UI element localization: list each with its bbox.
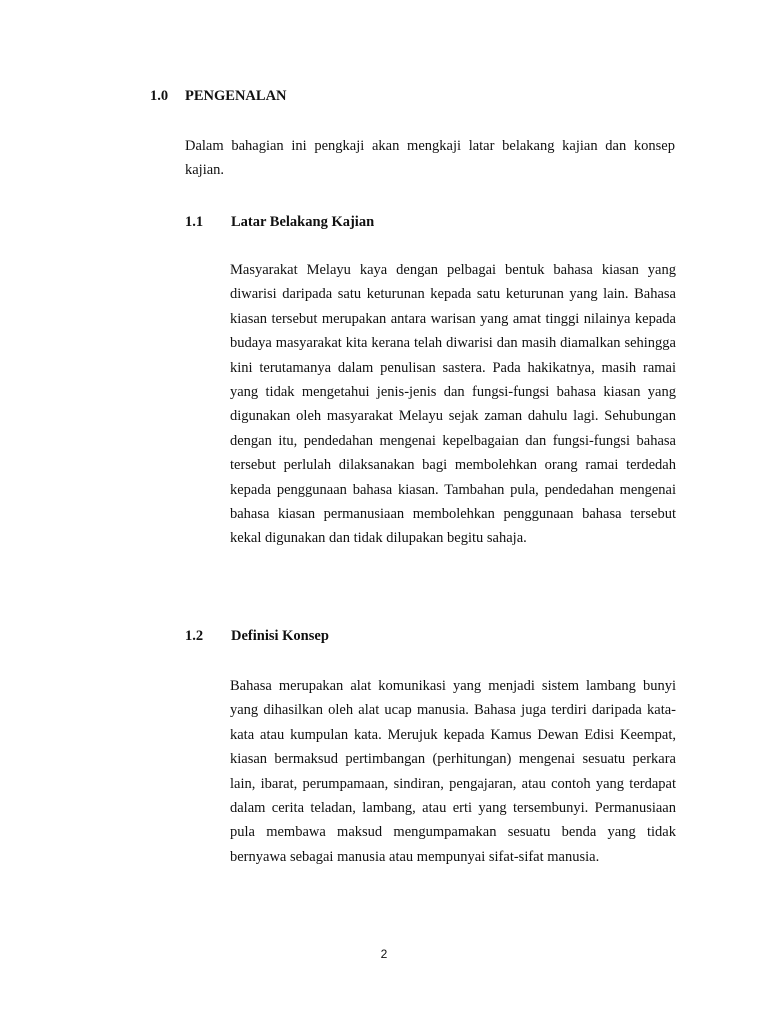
section-title: PENGENALAN bbox=[185, 88, 287, 104]
section-heading bbox=[150, 86, 287, 106]
definisi-konsep-paragraph: Bahasa merupakan alat komunikasi yang menjadi sistem lambang bunyi yang dihasilkan oleh alat ucap manusia. Bahasa juga terdiri daripada kata-kata atau kumpulan kata. Merujuk kepada Kamus Dewan Edisi Keempat, kiasan bermaksud pertimbangan (perhitungan) mengenai sesuatu perkara lain, ibarat, perumpamaan, sindiran, pengajaran, atau contoh yang terdapat dalam cerita teladan, lambang, atau erti yang tersembunyi. Permanusiaan pula membawa maksud mengumpamakan sesuatu benda yang tidak bernyawa sebagai manusia atau mempunyai sifat-sifat manusia. bbox=[230, 678, 676, 865]
subsection-heading-definisi bbox=[185, 626, 329, 646]
intro-paragraph: Dalam bahagian ini pengkaji akan mengkaji latar belakang kajian dan konsep kajian. bbox=[185, 138, 675, 179]
subsection-title: Definisi Konsep bbox=[231, 628, 329, 644]
subsection-number: 1.2 bbox=[185, 628, 204, 644]
subsection-heading-latar bbox=[185, 212, 374, 232]
page-number: 2 bbox=[380, 947, 388, 961]
section-number: 1.0 bbox=[150, 88, 169, 104]
subsection-number: 1.1 bbox=[185, 214, 204, 230]
subsection-title: Latar Belakang Kajian bbox=[231, 214, 375, 230]
latar-belakang-paragraph: Masyarakat Melayu kaya dengan pelbagai bentuk bahasa kiasan yang diwarisi daripada satu keturunan kepada satu keturunan yang lain. Bahasa kiasan tersebut merupakan antara warisan yang amat tinggi nilainya kepada budaya masyarakat kita kerana telah diwarisi dan masih diamalkan sehingga kini terutamanya dalam penulisan sastera. Pada hakikatnya, masih ramai yang tidak mengetahui jenis-jenis dan fungsi-fungsi bahasa kiasan yang digunakan oleh masyarakat Melayu sejak zaman dahulu lagi. Sehubungan dengan itu, pendedahan mengenai kepelbagaian dan fungsi-fungsi bahasa tersebut perlulah dilaksanakan bagi membolehkan orang ramai terdedah kepada penggunaan bahasa kiasan. Tambahan pula, pendedahan mengenai bahasa kiasan permanusiaan membolehkan penggunaan bahasa tersebut kekal digunakan dan tidak dilupakan begitu sahaja. bbox=[230, 262, 676, 547]
